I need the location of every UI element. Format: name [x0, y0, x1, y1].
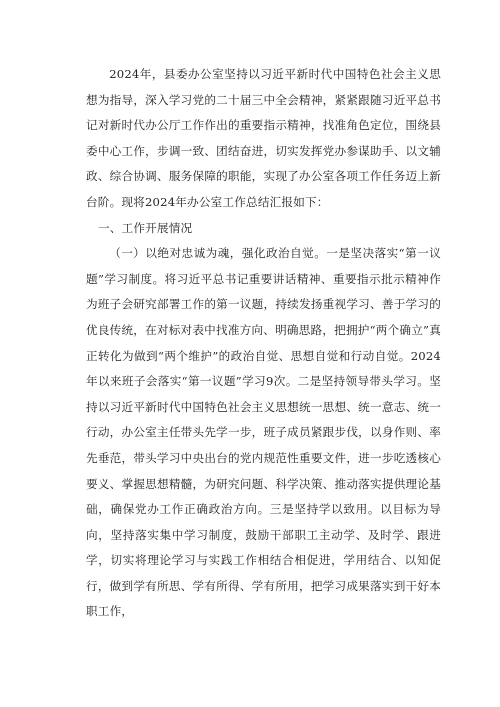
document-body: [86, 62, 441, 625]
section-heading: 一、工作开展情况: [98, 220, 193, 235]
intro-paragraph: 2024年，县委办公室坚持以习近平新时代中国特色社会主义思想为指导，深入学习党的二十届三中全会精神，紧紧跟随习近平总书记对新时代办公厅工作作出的重要指示精神，找准角色定位，围绕县委中心工作，步调一致、团结奋进，切实发挥党办参谋助手、以文辅政、综合协调、服务保障的职能，实现了办公室各项工作任务迈上新台阶。现将2024年办公室工作总结汇报如下：: [86, 67, 441, 209]
section-paragraph: （一）以绝对忠诚为魂，强化政治自觉。一是坚决落实“第一议题”学习制度。将习近平总书记重要讲话精神、重要指示批示精神作为班子会研究部署工作的第一议题，持续发扬重视学习、善于学习的优良传统，在对标对表中找准方向、明确思路，把拥护“两个确立”真正转化为做到“两个维护”的政治自觉、思想自觉和行动自觉。2024年以来班子会落实“第一议题”学习9次。二是坚持领导带头学习。坚持以习近平新时代中国特色社会主义思想统一思想、统一意志、统一行动，办公室主任带头先学一步，班子成员紧跟步伐，以身作则、率先垂范，带头学习中央出台的党内规范性重要文件，进一步吃透核心要义、掌握思想精髓，为研究问题、科学决策、推动落实提供理论基础，确保党办工作正确政治方向。三是坚持学以致用。以目标为导向，坚持落实集中学习制度，鼓励干部职工主动学、及时学、跟进学，切实将理论学习与实践工作相结合相促进，学用结合、以知促行，做到学有所思、学有所得、学有所用，把学习成果落实到干好本职工作，: [86, 246, 441, 619]
